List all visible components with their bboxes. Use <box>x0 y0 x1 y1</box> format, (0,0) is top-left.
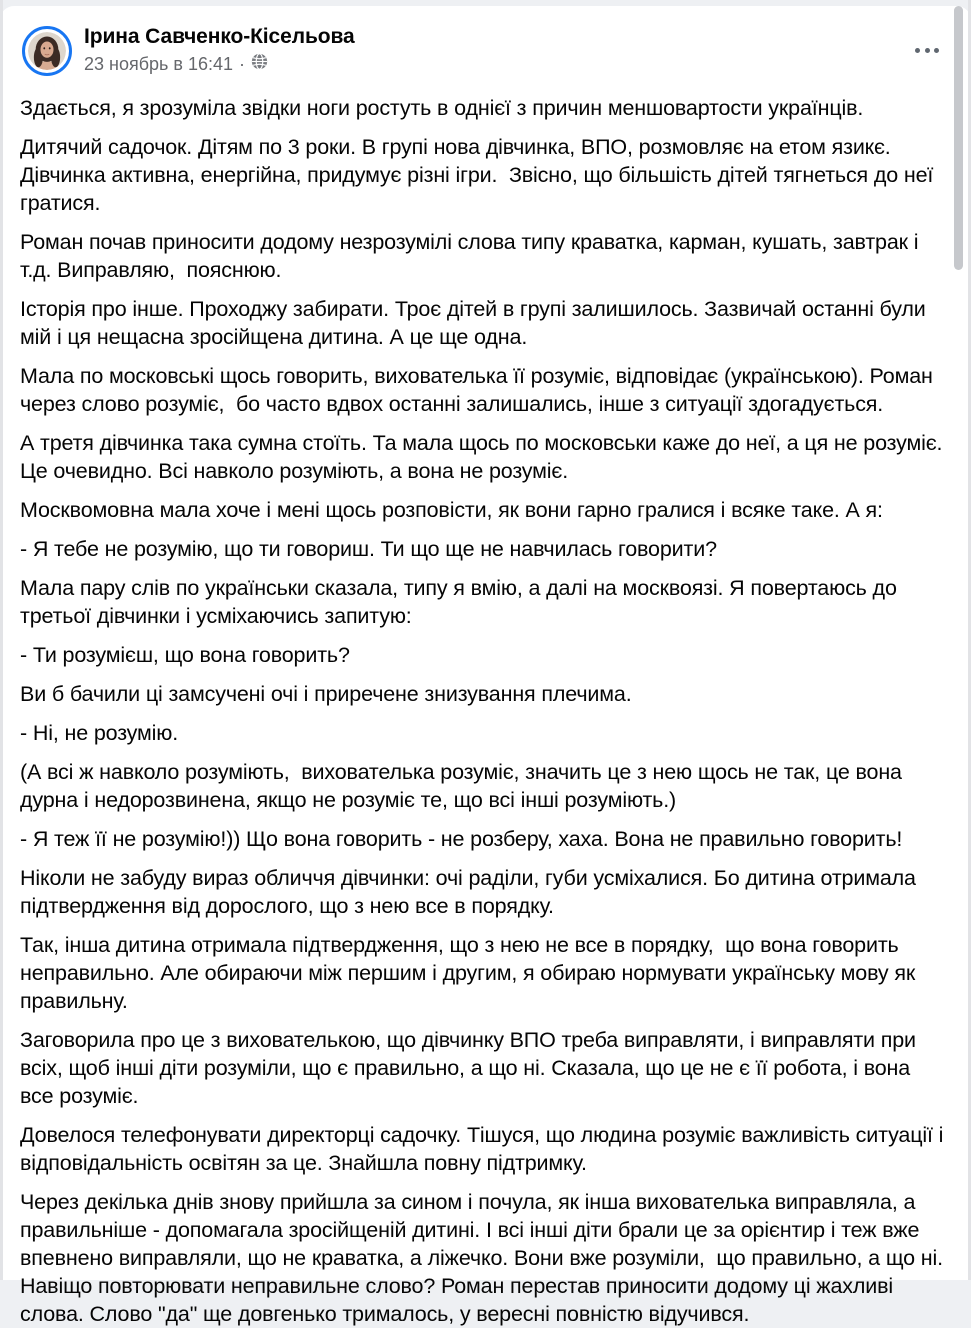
ellipsis-dot <box>934 48 939 53</box>
post-body <box>0 82 971 1328</box>
post-paragraph: - Я теж її не розумію!)) Що вона говорить - не розберу, хаха. Вона не правильно говорить! <box>20 827 903 851</box>
post-header <box>0 6 971 82</box>
post-paragraph: - Ні, не розумію. <box>20 721 179 745</box>
post-paragraph: А третя дівчинка така сумна стоїть. Та мала щось по московськи каже до неї, а ця не розуміє. Це очевидно. Всі навколо розуміють, а вона не розуміє. <box>20 431 949 483</box>
post-meta <box>84 53 355 75</box>
post-paragraph: Довелося телефонувати директорці садочку. Тішуся, що людина розуміє важливість ситуації і відповідальність освітян за це. Знайшла повну підтримку. <box>20 1123 950 1175</box>
more-options-button[interactable] <box>909 42 945 59</box>
post-paragraph: Так, інша дитина отримала підтвердження, що з нею не все в порядку, що вона говорить неправильно. Але обираючи між першим і другим, я обираю нормувати українську мову як правильну. <box>20 933 921 1013</box>
post-paragraph: - Я тебе не розумію, що ти говориш. Ти що ще не навчилась говорити? <box>20 537 717 561</box>
post-paragraph: Ніколи не забуду вираз обличчя дівчинки: очі раділи, губи усміхалися. Бо дитина отримала підтвердження від дорослого, що з нею все в порядку. <box>20 866 922 918</box>
header-text <box>84 24 355 75</box>
author-name[interactable]: Ірина Савченко-Кісельова <box>84 25 355 48</box>
meta-separator: · <box>239 54 246 74</box>
avatar-photo <box>28 32 66 70</box>
post-card <box>0 6 971 1326</box>
ellipsis-dot <box>925 48 930 53</box>
post-paragraph: Мала пару слів по українськи сказала, типу я вмію, а далі на москвоязі. Я повертаюсь до третьої дівчинки і усміхаючись запитую: <box>20 576 903 628</box>
window-left-edge <box>0 0 3 1280</box>
scrollbar-thumb[interactable] <box>954 6 963 270</box>
ellipsis-dot <box>915 48 920 53</box>
post-paragraph: Заговорила про це з вихователькою, що дівчинку ВПО треба виправляти, і виправляти при всіх, щоб інші діти розуміли, що є правильно, а що ні. Сказала, що це не є її робота, і вона все розуміє. <box>20 1028 922 1108</box>
globe-public-icon <box>251 53 268 75</box>
post-paragraph: Ви б бачили ці замсучені очі і приречене знизування плечима. <box>20 682 632 706</box>
post-paragraph: Здається, я зрозуміла звідки ноги ростуть в однієї з причин меншовартости українців. <box>20 96 864 120</box>
post-paragraph: Дитячий садочок. Дітям по 3 роки. В групі нова дівчинка, ВПО, розмовляє на етом язикє. Дівчинка активна, енергійна, придумує різні ігри. Звісно, що більшість дітей тягнеться до неї гратися. <box>20 135 940 215</box>
post-paragraph: Москвомовна мала хоче і мені щось розповісти, як вони гарно гралися і всяке таке. А я: <box>20 498 883 522</box>
timestamp[interactable]: 23 ноябрь в 16:41 <box>84 54 234 74</box>
post-paragraph: Мала по московські щось говорить, вихователька її розуміє, відповідає (українською). Роман через слово розуміє, бо часто вдвох останні залишались, інше з ситуації здогадується. <box>20 364 939 416</box>
post-paragraph: Роман почав приносити додому незрозумілі слова типу краватка, карман, кушать, завтрак і т.д. Виправляю, пояснюю. <box>20 230 925 282</box>
post-paragraph: (А всі ж навколо розуміють, вихователька розуміє, значить це з нею щось не так, це вона дурна і недорозвинена, якщо не розуміє те, що всі інші розуміють.) <box>20 760 908 812</box>
post-paragraph: Через декілька днів знову прийшла за сином і почула, як інша вихователька виправляла, а правильніше - допомагала зросійщеній дитині. І всі інші діти брали це за орієнтир і теж вже впевнено виправляли, що не краватка, а ліжечко. Вони вже розуміли, що правильно, а що ні. Навіщо повторювати неправильне слово? Роман перестав приносити додому ці жахливі слова. Слово "да" ще довгенько трималось, у вересні повністю відучився. <box>20 1190 949 1326</box>
post-paragraph: Історія про інше. Проходжу забирати. Троє дітей в групі залишилось. Зазвичай останні були мій і ця нещасна зросійщена дитина. А це ще одна. <box>20 297 932 349</box>
avatar[interactable] <box>22 26 72 76</box>
post-paragraph: - Ти розумієш, що вона говорить? <box>20 643 350 667</box>
